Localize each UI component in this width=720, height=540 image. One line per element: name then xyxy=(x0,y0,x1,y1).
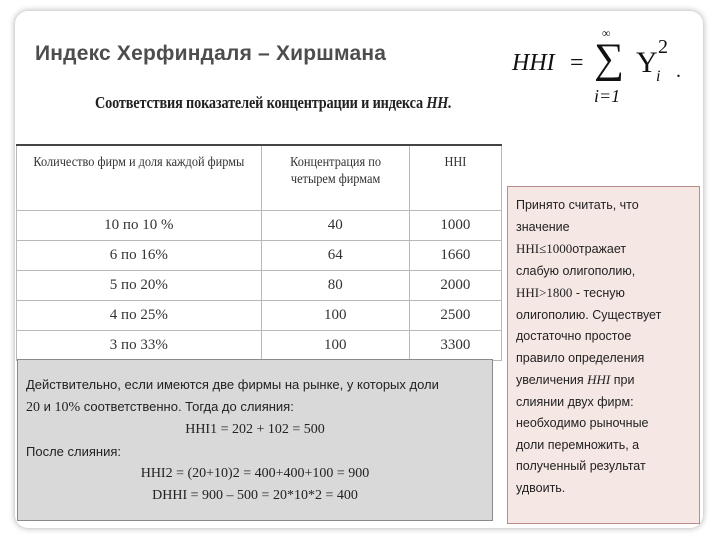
note-line: правило определения xyxy=(516,350,645,365)
table-caption-italic: HH. xyxy=(426,93,452,112)
table-row xyxy=(17,331,502,361)
formula-lower-limit: i=1 xyxy=(594,86,621,106)
table-caption-main: Соответствия показателей концентрации и индекса xyxy=(95,93,427,112)
slide-title: Индекс Херфиндаля – Хиршмана xyxy=(35,42,387,65)
note-line: олигополию. Существует xyxy=(516,307,662,322)
formula-upper-limit: ∞ xyxy=(602,26,611,40)
table-cell: 100 xyxy=(261,301,409,331)
note-line: достаточно простое xyxy=(516,329,632,343)
note-line: слиянии двух фирм: xyxy=(516,394,634,409)
table-cell: 1000 xyxy=(409,211,501,241)
table-cell: 40 xyxy=(261,211,409,241)
note-line: слабую олигополию, xyxy=(516,263,636,278)
rule-note-box xyxy=(507,186,700,524)
table-row xyxy=(17,211,502,241)
table-header-cell: HHI xyxy=(409,145,501,211)
note-line: HHI≤1000отражает xyxy=(516,241,627,256)
table-cell: 3300 xyxy=(409,331,501,361)
formula-equals: = xyxy=(570,50,584,76)
note-line: HHI>1800 - тесную xyxy=(516,285,625,300)
note-line: доли перемножить, а xyxy=(516,437,640,452)
hhi-before-formula: HHI1 = 202 + 102 = 500 xyxy=(185,422,325,437)
table-cell: 3 по 33% xyxy=(17,331,262,361)
table-cell: 100 xyxy=(261,331,409,361)
hhi-after-formula: HHI2 = (20+10)2 = 400+400+100 = 900 xyxy=(140,466,370,481)
note-line: увеличения HHI при xyxy=(516,372,635,387)
after-merger-label: После слияния: xyxy=(26,444,121,459)
table-cell: 1660 xyxy=(409,241,501,271)
hhi-formula xyxy=(510,26,690,110)
concentration-table xyxy=(16,144,502,361)
formula-term: Y xyxy=(636,46,658,79)
merger-example-box xyxy=(17,359,493,521)
example-line: 20 и 10% соответственно. Тогда до слияния: xyxy=(26,399,294,415)
table-header-cell: Концентрация по четырем фирмам xyxy=(261,145,409,211)
note-line: значение xyxy=(516,219,570,234)
table-header-row xyxy=(17,145,502,211)
table-cell: 64 xyxy=(261,241,409,271)
formula-exponent: 2 xyxy=(658,36,668,58)
table-cell: 10 по 10 % xyxy=(17,211,262,241)
table-caption xyxy=(95,93,452,113)
table-row xyxy=(17,301,502,331)
table-row xyxy=(17,241,502,271)
note-line: полученный результат xyxy=(516,459,646,473)
table-cell: 4 по 25% xyxy=(17,301,262,331)
table-header-cell: Количество фирм и доля каждой фирмы xyxy=(17,145,262,211)
formula-subscript: i xyxy=(656,68,661,85)
note-line: Принято считать, что xyxy=(516,198,639,212)
example-line: Действительно, если имеются две фирмы на рынке, у которых доли xyxy=(26,377,439,392)
table-cell: 5 по 20% xyxy=(17,271,262,301)
dhhi-formula: DHHI = 900 – 500 = 20*10*2 = 400 xyxy=(152,488,358,503)
formula-end: . xyxy=(676,60,681,82)
table-row xyxy=(17,271,502,301)
note-line: удвоить. xyxy=(516,480,566,495)
sigma-icon: ∑ xyxy=(594,36,624,82)
table-cell: 2000 xyxy=(409,271,501,301)
table-cell: 80 xyxy=(261,271,409,301)
table-cell: 2500 xyxy=(409,301,501,331)
note-line: необходимо рыночные xyxy=(516,416,649,430)
formula-lhs: HHI xyxy=(512,50,555,76)
table-cell: 6 по 16% xyxy=(17,241,262,271)
